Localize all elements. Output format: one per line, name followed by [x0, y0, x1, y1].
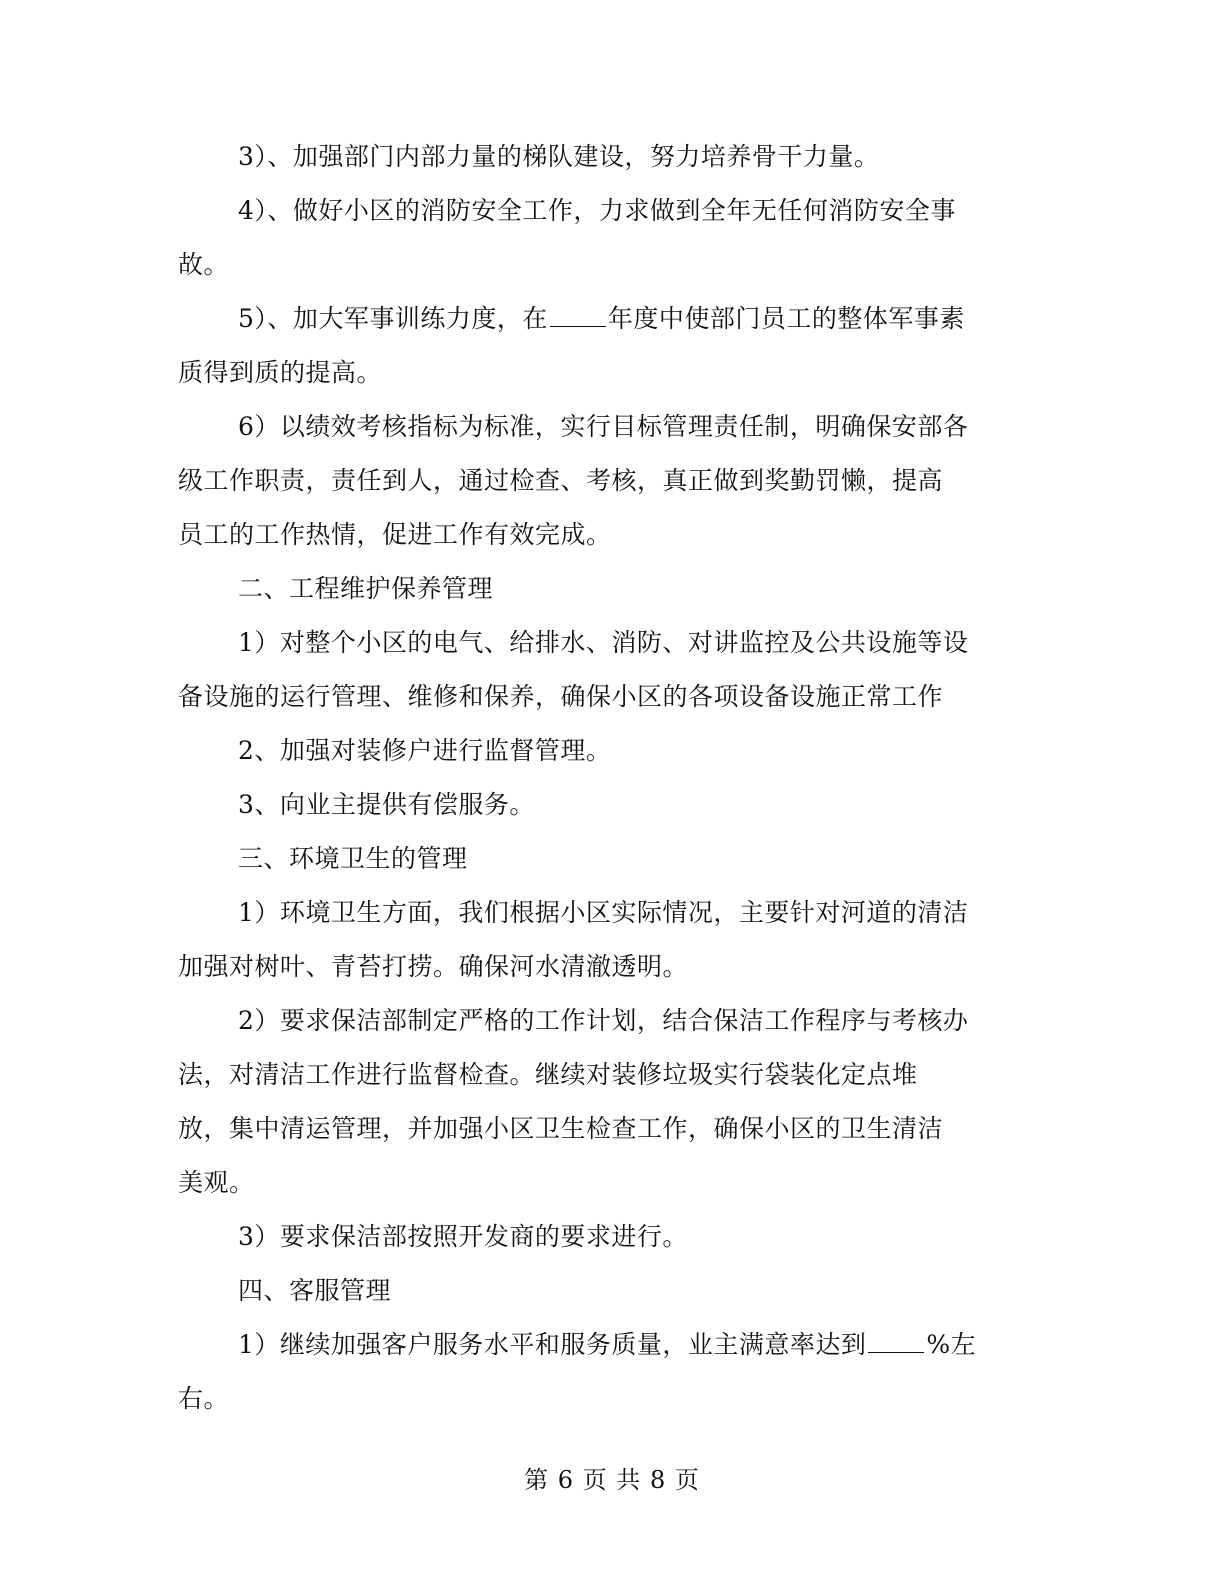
text-segment: %左 — [926, 1330, 977, 1359]
paragraph-6 — [178, 724, 1038, 778]
section-heading-4 — [178, 1264, 1038, 1318]
text-line: 2）要求保洁部制定严格的工作计划，结合保洁工作程序与考核办 — [238, 1006, 969, 1035]
text-line: 质得到质的提高。 — [178, 358, 383, 387]
text-line — [178, 1318, 1038, 1372]
section-heading-2 — [178, 562, 1038, 616]
text-line: 右。 — [178, 1384, 230, 1413]
page-number: 第 6 页 共 8 页 — [524, 1466, 700, 1494]
text-line: 法，对清洁工作进行监督检查。继续对装修垃圾实行袋装化定点堆 — [178, 1060, 918, 1089]
text-line: 故。 — [178, 250, 230, 279]
text-line: 员工的工作热情，促进工作有效完成。 — [178, 520, 612, 549]
paragraph-1 — [178, 130, 1038, 184]
text-line: 2、加强对装修户进行监督管理。 — [238, 736, 612, 765]
text-line: 备设施的运行管理、维修和保养，确保小区的各项设备设施正常工作 — [178, 682, 944, 711]
text-line — [178, 292, 1038, 346]
text-line: 3）、加强部门内部力量的梯队建设，努力培养骨干力量。 — [238, 142, 880, 171]
text-line: 4）、做好小区的消防安全工作，力求做到全年无任何消防安全事 — [238, 196, 956, 225]
text-line: 3、向业主提供有偿服务。 — [238, 790, 535, 819]
text-line: 3）要求保洁部按照开发商的要求进行。 — [238, 1222, 688, 1251]
paragraph-11 — [178, 1318, 1038, 1426]
paragraph-10 — [178, 1210, 1038, 1264]
fill-in-blank — [868, 1330, 924, 1353]
text-line: 四、客服管理 — [238, 1276, 392, 1305]
document-body — [178, 130, 1038, 1426]
section-heading-3 — [178, 832, 1038, 886]
text-line: 1）对整个小区的电气、给排水、消防、对讲监控及公共设施等设 — [238, 628, 969, 657]
paragraph-3 — [178, 292, 1038, 400]
text-line: 三、环境卫生的管理 — [238, 844, 468, 873]
text-segment: 年度中使部门员工的整体军事素 — [607, 304, 965, 333]
text-line: 级工作职责，责任到人，通过检查、考核，真正做到奖勤罚懒，提高 — [178, 466, 944, 495]
paragraph-9 — [178, 994, 1038, 1210]
paragraph-7 — [178, 778, 1038, 832]
fill-in-blank — [550, 304, 606, 327]
text-line: 1）环境卫生方面，我们根据小区实际情况，主要针对河道的清洁 — [238, 898, 969, 927]
page-footer — [0, 1460, 1224, 1495]
text-line: 6）以绩效考核指标为标准，实行目标管理责任制，明确保安部各 — [238, 412, 969, 441]
text-line: 美观。 — [178, 1168, 255, 1197]
paragraph-4 — [178, 400, 1038, 562]
paragraph-8 — [178, 886, 1038, 994]
paragraph-5 — [178, 616, 1038, 724]
text-segment: 5）、加大军事训练力度，在 — [238, 304, 548, 333]
text-line: 放，集中清运管理，并加强小区卫生检查工作，确保小区的卫生清洁 — [178, 1114, 944, 1143]
text-segment: 1）继续加强客户服务水平和服务质量，业主满意率达到 — [238, 1330, 867, 1359]
text-line: 加强对树叶、青苔打捞。确保河水清澈透明。 — [178, 952, 689, 981]
text-line: 二、工程维护保养管理 — [238, 574, 494, 603]
paragraph-2 — [178, 184, 1038, 292]
